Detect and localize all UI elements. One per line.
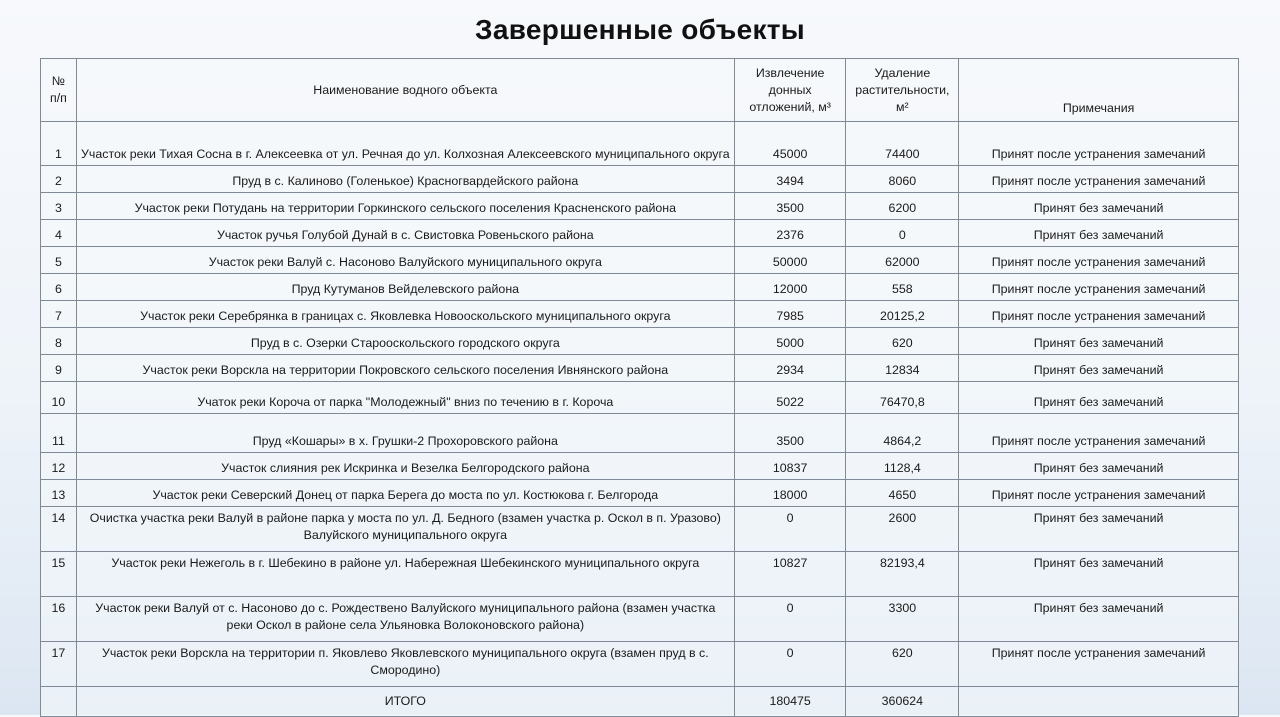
notes-value: Принят после устранения замечаний bbox=[959, 247, 1239, 274]
vegetation-value: 620 bbox=[846, 642, 959, 687]
water-object-name: Пруд Кутуманов Вейделевского района bbox=[76, 274, 734, 301]
vegetation-value: 1128,4 bbox=[846, 453, 959, 480]
table-row bbox=[41, 122, 1239, 166]
row-number: 10 bbox=[41, 382, 77, 414]
table-row bbox=[41, 480, 1239, 507]
table-row bbox=[41, 507, 1239, 552]
extraction-value: 12000 bbox=[734, 274, 846, 301]
notes-value: Принят после устранения замечаний bbox=[959, 166, 1239, 193]
header-name: Наименование водного объекта bbox=[76, 59, 734, 122]
vegetation-value: 8060 bbox=[846, 166, 959, 193]
notes-value: Принят без замечаний bbox=[959, 552, 1239, 597]
table-row bbox=[41, 414, 1239, 453]
table-row bbox=[41, 301, 1239, 328]
vegetation-value: 2600 bbox=[846, 507, 959, 552]
completed-objects-table bbox=[40, 58, 1239, 717]
extraction-value: 3494 bbox=[734, 166, 846, 193]
extraction-value: 7985 bbox=[734, 301, 846, 328]
table-row bbox=[41, 552, 1239, 597]
notes-value: Принят без замечаний bbox=[959, 382, 1239, 414]
water-object-name: Участок реки Тихая Сосна в г. Алексеевка от ул. Речная до ул. Колхозная Алексеевского муниципального округа bbox=[76, 122, 734, 166]
row-number: 11 bbox=[41, 414, 77, 453]
row-number: 9 bbox=[41, 355, 77, 382]
water-object-name: Участок слияния рек Искринка и Везелка Белгородского района bbox=[76, 453, 734, 480]
total-label: ИТОГО bbox=[76, 687, 734, 717]
table-row bbox=[41, 355, 1239, 382]
notes-value: Принят после устранения замечаний bbox=[959, 122, 1239, 166]
table-row bbox=[41, 274, 1239, 301]
vegetation-value: 3300 bbox=[846, 597, 959, 642]
extraction-value: 2376 bbox=[734, 220, 846, 247]
row-number: 15 bbox=[41, 552, 77, 597]
notes-value: Принят после устранения замечаний bbox=[959, 274, 1239, 301]
row-number: 12 bbox=[41, 453, 77, 480]
vegetation-value: 620 bbox=[846, 328, 959, 355]
water-object-name: Пруд в с. Калиново (Голенькое) Красногвардейского района bbox=[76, 166, 734, 193]
notes-value: Принят без замечаний bbox=[959, 328, 1239, 355]
water-object-name: Участок реки Валуй с. Насоново Валуйского муниципального округа bbox=[76, 247, 734, 274]
header-num: № п/п bbox=[41, 59, 77, 122]
total-extraction: 180475 bbox=[734, 687, 846, 717]
row-number: 14 bbox=[41, 507, 77, 552]
notes-value: Принят после устранения замечаний bbox=[959, 642, 1239, 687]
extraction-value: 0 bbox=[734, 597, 846, 642]
water-object-name: Пруд в с. Озерки Старооскольского городского округа bbox=[76, 328, 734, 355]
table-row bbox=[41, 382, 1239, 414]
vegetation-value: 74400 bbox=[846, 122, 959, 166]
table-row bbox=[41, 193, 1239, 220]
table-row bbox=[41, 328, 1239, 355]
notes-value: Принят без замечаний bbox=[959, 507, 1239, 552]
table-row bbox=[41, 220, 1239, 247]
row-number: 2 bbox=[41, 166, 77, 193]
notes-value: Принят без замечаний bbox=[959, 597, 1239, 642]
vegetation-value: 4864,2 bbox=[846, 414, 959, 453]
water-object-name: Участок реки Валуй от с. Насоново до с. Рождествено Валуйского муниципального района (взамен участка реки Оскол в районе села Ульяновка Волоконовского района) bbox=[76, 597, 734, 642]
vegetation-value: 82193,4 bbox=[846, 552, 959, 597]
extraction-value: 5000 bbox=[734, 328, 846, 355]
water-object-name: Участок реки Нежеголь в г. Шебекино в районе ул. Набережная Шебекинского муниципального округа bbox=[76, 552, 734, 597]
extraction-value: 3500 bbox=[734, 193, 846, 220]
notes-value: Принят после устранения замечаний bbox=[959, 480, 1239, 507]
water-object-name: Участок реки Потудань на территории Горкинского сельского поселения Красненского района bbox=[76, 193, 734, 220]
row-number: 6 bbox=[41, 274, 77, 301]
header-notes: Примечания bbox=[959, 59, 1239, 122]
extraction-value: 5022 bbox=[734, 382, 846, 414]
table-row bbox=[41, 247, 1239, 274]
row-number: 4 bbox=[41, 220, 77, 247]
row-number: 17 bbox=[41, 642, 77, 687]
extraction-value: 0 bbox=[734, 507, 846, 552]
water-object-name: Учаток реки Короча от парка "Молодежный" вниз по течению в г. Короча bbox=[76, 382, 734, 414]
extraction-value: 45000 bbox=[734, 122, 846, 166]
vegetation-value: 20125,2 bbox=[846, 301, 959, 328]
extraction-value: 2934 bbox=[734, 355, 846, 382]
water-object-name: Участок ручья Голубой Дунай в с. Свистовка Ровеньского района bbox=[76, 220, 734, 247]
total-row bbox=[41, 687, 1239, 717]
row-number: 3 bbox=[41, 193, 77, 220]
row-number: 8 bbox=[41, 328, 77, 355]
notes-value: Принят без замечаний bbox=[959, 220, 1239, 247]
water-object-name: Участок реки Серебрянка в границах с. Яковлевка Новооскольского муниципального округа bbox=[76, 301, 734, 328]
notes-value: Принят без замечаний bbox=[959, 453, 1239, 480]
page-title: Завершенные объекты bbox=[475, 14, 805, 45]
extraction-value: 3500 bbox=[734, 414, 846, 453]
extraction-value: 10837 bbox=[734, 453, 846, 480]
row-number: 7 bbox=[41, 301, 77, 328]
table-row bbox=[41, 642, 1239, 687]
vegetation-value: 4650 bbox=[846, 480, 959, 507]
total-notes bbox=[959, 687, 1239, 717]
row-number: 5 bbox=[41, 247, 77, 274]
total-vegetation: 360624 bbox=[846, 687, 959, 717]
vegetation-value: 62000 bbox=[846, 247, 959, 274]
header-extraction: Извлечение донных отложений, м³ bbox=[734, 59, 846, 122]
water-object-name: Участок реки Северский Донец от парка Берега до моста по ул. Костюкова г. Белгорода bbox=[76, 480, 734, 507]
vegetation-value: 6200 bbox=[846, 193, 959, 220]
vegetation-value: 12834 bbox=[846, 355, 959, 382]
table-row bbox=[41, 166, 1239, 193]
vegetation-value: 76470,8 bbox=[846, 382, 959, 414]
vegetation-value: 0 bbox=[846, 220, 959, 247]
notes-value: Принят без замечаний bbox=[959, 355, 1239, 382]
extraction-value: 18000 bbox=[734, 480, 846, 507]
total-spacer bbox=[41, 687, 77, 717]
extraction-value: 10827 bbox=[734, 552, 846, 597]
vegetation-value: 558 bbox=[846, 274, 959, 301]
notes-value: Принят после устранения замечаний bbox=[959, 414, 1239, 453]
water-object-name: Участок реки Ворскла на территории Покровского сельского поселения Ивнянского района bbox=[76, 355, 734, 382]
table-row bbox=[41, 597, 1239, 642]
water-object-name: Участок реки Ворскла на территории п. Яковлево Яковлевского муниципального округа (взамен пруд в с. Смородино) bbox=[76, 642, 734, 687]
row-number: 1 bbox=[41, 122, 77, 166]
extraction-value: 0 bbox=[734, 642, 846, 687]
notes-value: Принят после устранения замечаний bbox=[959, 301, 1239, 328]
water-object-name: Пруд «Кошары» в х. Грушки-2 Прохоровского района bbox=[76, 414, 734, 453]
water-object-name: Очистка участка реки Валуй в районе парка у моста по ул. Д. Бедного (взамен участка р. Оскол в п. Уразово) Валуйского муниципального округа bbox=[76, 507, 734, 552]
row-number: 13 bbox=[41, 480, 77, 507]
table-row bbox=[41, 453, 1239, 480]
header-vegetation: Удаление растительности, м² bbox=[846, 59, 959, 122]
notes-value: Принят без замечаний bbox=[959, 193, 1239, 220]
header-row bbox=[41, 59, 1239, 122]
row-number: 16 bbox=[41, 597, 77, 642]
extraction-value: 50000 bbox=[734, 247, 846, 274]
